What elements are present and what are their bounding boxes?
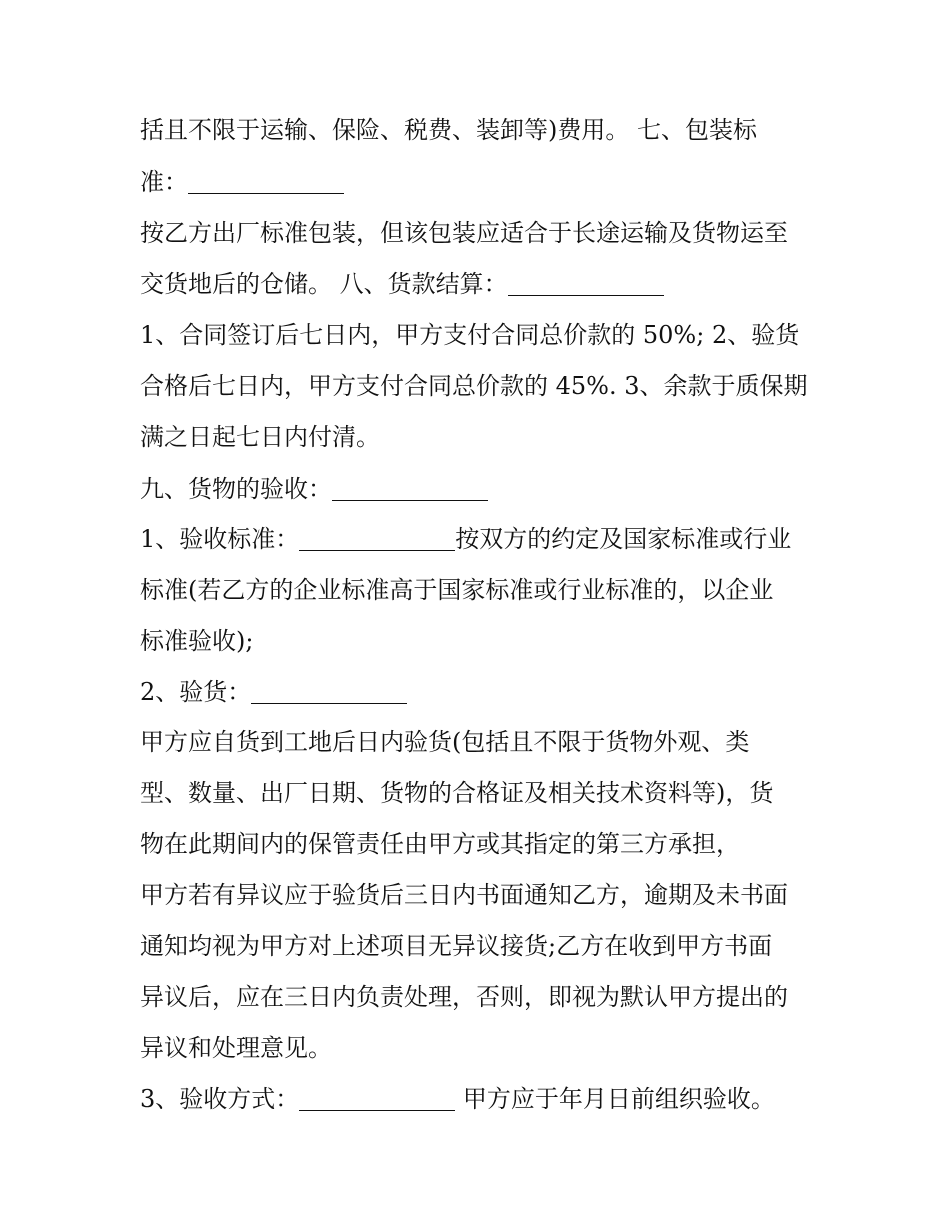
text-line xyxy=(140,420,380,454)
line-text: 准： xyxy=(140,168,188,196)
line-text-after-blank: 甲方应于年月日前组织验收。 xyxy=(455,1085,775,1113)
line-text: 标准(若乙方的企业标准高于国家标准或行业标准的，以企业 xyxy=(140,576,774,604)
fill-in-blank xyxy=(299,526,455,551)
line-text: 甲方应自货到工地后日内验货(包括且不限于货物外观、类 xyxy=(140,728,750,756)
text-line xyxy=(140,725,749,759)
fill-in-blank xyxy=(251,679,407,704)
text-line xyxy=(140,113,757,147)
line-text: 异议后，应在三日内负责处理，否则，即视为默认甲方提出的 xyxy=(140,983,788,1011)
text-line xyxy=(140,522,791,556)
line-text: 按乙方出厂标准包装，但该包装应适合于长途运输及货物运至 xyxy=(140,219,788,247)
line-text: 交货地后的仓储。 八、货款结算： xyxy=(140,270,508,298)
line-text: 异议和处理意见。 xyxy=(140,1034,332,1062)
text-line xyxy=(140,929,772,963)
text-line xyxy=(140,776,773,810)
text-line xyxy=(140,573,773,607)
text-line xyxy=(140,1082,775,1116)
text-line xyxy=(140,675,407,709)
text-line xyxy=(140,369,808,403)
text-line xyxy=(140,267,664,301)
line-text: 满之日起七日内付清。 xyxy=(140,423,380,451)
text-line xyxy=(140,827,740,861)
text-line xyxy=(140,318,799,352)
line-text: 标准验收); xyxy=(140,627,254,655)
fill-in-blank xyxy=(299,1086,455,1111)
line-text: 甲方若有异议应于验货后三日内书面通知乙方，逾期及未书面 xyxy=(140,881,788,909)
line-text: 3、验收方式： xyxy=(140,1085,300,1113)
fill-in-blank xyxy=(332,476,488,501)
text-line xyxy=(140,624,253,658)
line-text: 括且不限于运输、保险、税费、装卸等)费用。 七、包装标 xyxy=(140,116,757,144)
text-line xyxy=(140,165,344,199)
text-line xyxy=(140,472,488,506)
line-text: 型、数量、出厂日期、货物的合格证及相关技术资料等)，货 xyxy=(140,779,774,807)
text-line xyxy=(140,216,788,250)
fill-in-blank xyxy=(188,169,344,194)
text-line xyxy=(140,878,788,912)
text-line xyxy=(140,980,788,1014)
line-text: 1、合同签订后七日内，甲方支付合同总价款的 50%; 2、验货 xyxy=(140,321,800,349)
line-text: 1、验收标准： xyxy=(140,525,300,553)
line-text: 通知均视为甲方对上述项目无异议接货;乙方在收到甲方书面 xyxy=(140,932,773,960)
line-text: 九、货物的验收： xyxy=(140,475,332,503)
text-line xyxy=(140,1031,332,1065)
fill-in-blank xyxy=(508,271,664,296)
line-text: 2、验货： xyxy=(140,678,252,706)
line-text: 合格后七日内，甲方支付合同总价款的 45%. 3、余款于质保期 xyxy=(140,372,808,400)
line-text: 物在此期间内的保管责任由甲方或其指定的第三方承担， xyxy=(140,830,740,858)
line-text-after-blank: 按双方的约定及国家标准或行业 xyxy=(455,525,792,553)
